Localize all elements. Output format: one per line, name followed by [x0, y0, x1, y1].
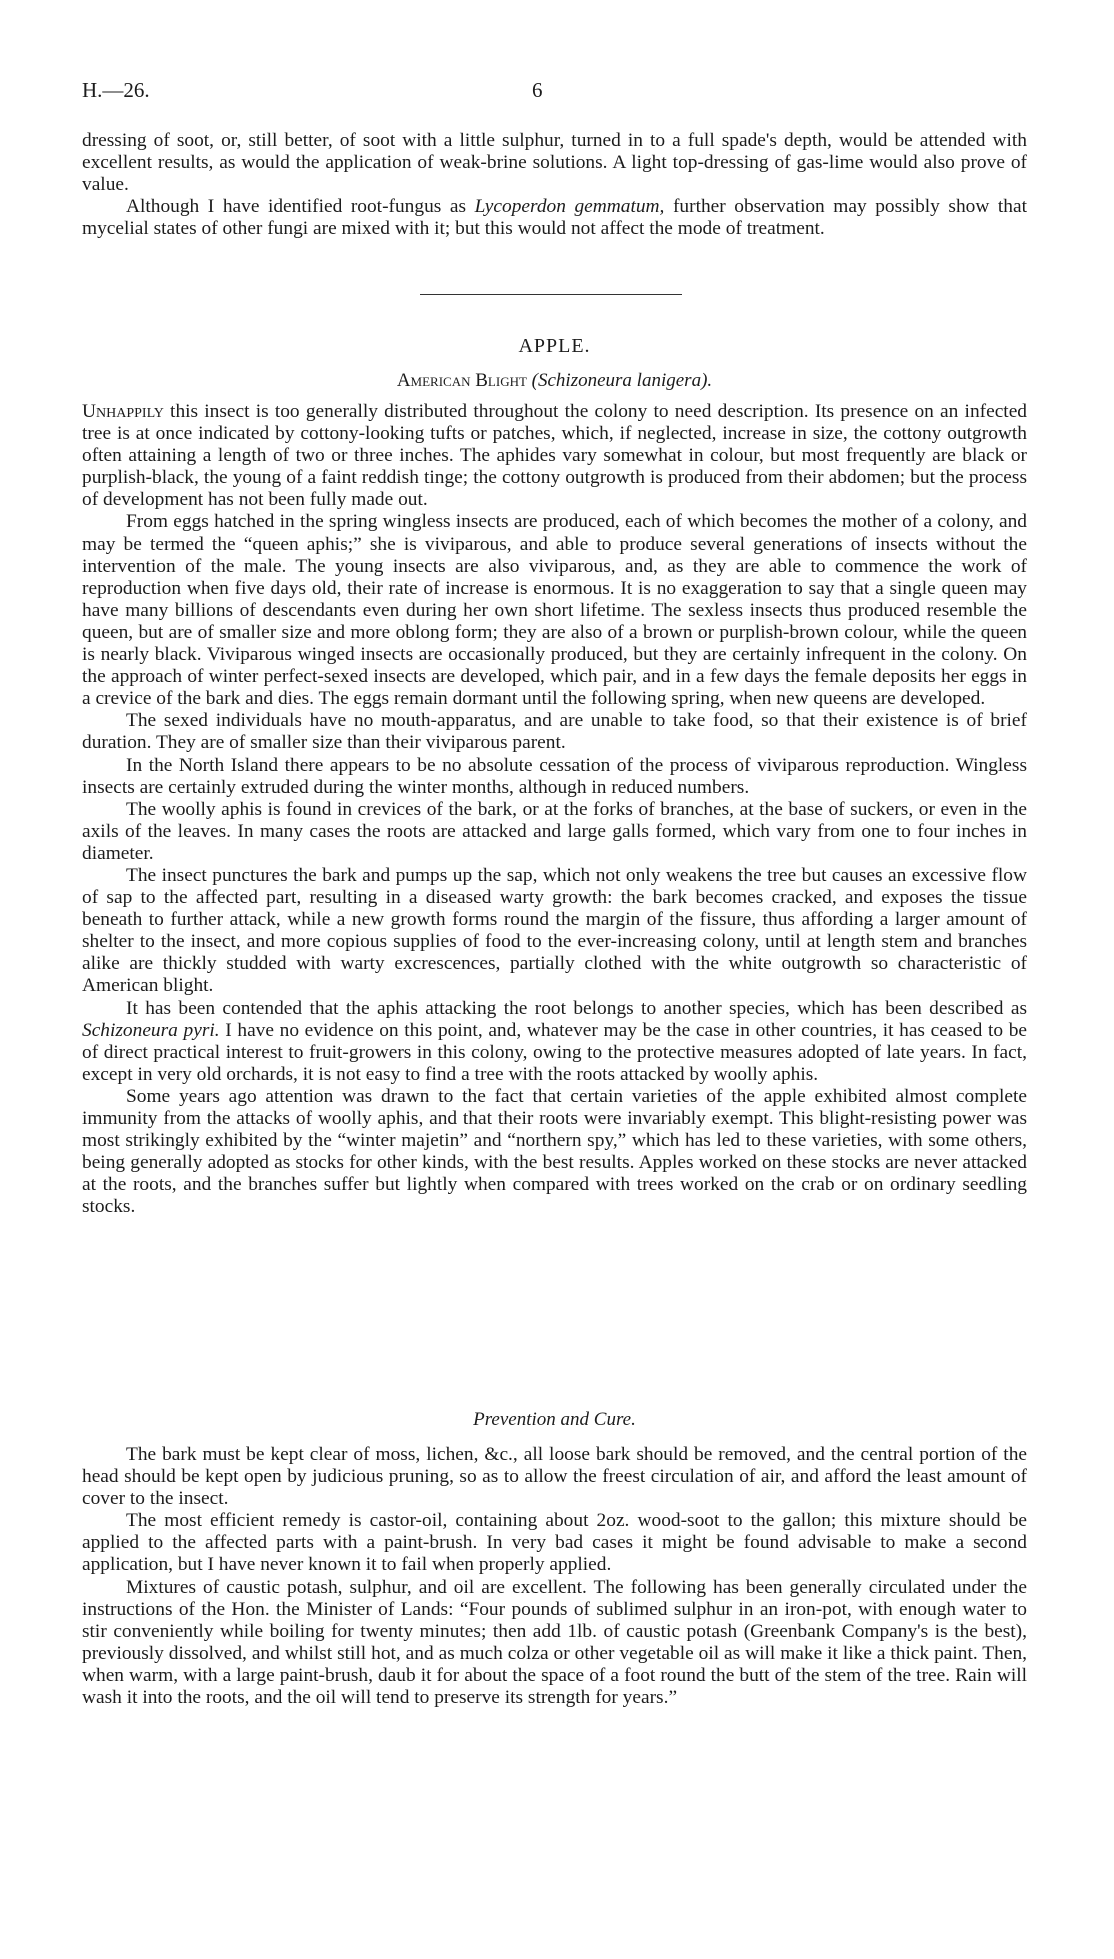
apple-paragraph-4: In the North Island there appears to be no absolute cessation of the process of viviparous reproduction. Wingless insects are certainly extruded during the winter months, although in reduced numbers. — [82, 754, 1027, 798]
prevention-heading: Prevention and Cure. — [473, 1409, 636, 1430]
apple-paragraph-7 — [82, 998, 1027, 1086]
apple-paragraph-3: The sexed individuals have no mouth-apparatus, and are unable to take food, so that their existence is of brief duration. They are of smaller size than their viviparous parent. — [82, 710, 1027, 754]
species-name-schizoneura-pyri: Schizoneura pyri. — [82, 1019, 220, 1041]
apple-paragraph-1 — [82, 401, 1027, 511]
section-divider — [420, 294, 682, 295]
species-name-lycoperdon: Lycoperdon gemmatum, — [474, 196, 665, 218]
intro-paragraph-2 — [82, 196, 1027, 240]
apple-article — [82, 401, 1027, 1218]
apple-paragraph-7-text-a: It has been contended that the aphis attacking the root belongs to another species, which has been described as — [126, 997, 1027, 1019]
prevention-paragraph-3: Mixtures of caustic potash, sulphur, and oil are excellent. The following has been generally circulated under the instructions of the Hon. the Minister of Lands: “Four pounds of sublimed sulphur in an iron-pot, with enough water to stir conveniently while boiling for twenty minutes; then add 1lb. of caustic potash (Greenbank Company's is the best), previously dissolved, and whilst still hot, and as much colza or other vegetable oil as will make it like a thick paint. Then, when warm, with a large paint-brush, daub it for about the space of a foot round the butt of the stem of the tree. Rain will wash it into the roots, and the oil will tend to preserve its strength for years.” — [82, 1576, 1027, 1709]
prevention-paragraph-1: The bark must be kept clear of moss, lichen, &c., all loose bark should be removed, and the central portion of the head should be kept open by judicious pruning, so as to allow the freest circulation of air, and afford the least amount of cover to the insect. — [82, 1444, 1027, 1510]
subtitle-latin-name: (Schizoneura lanigera). — [531, 370, 713, 391]
report-reference: H.—26. — [82, 78, 150, 102]
section-subtitle — [82, 370, 1027, 392]
page-header — [82, 78, 1027, 108]
prevention-block — [82, 1444, 1027, 1709]
subtitle-common-name: American Blight — [396, 370, 527, 391]
intro-paragraph-1: dressing of soot, or, still better, of soot with a little sulphur, turned in to a full spade's depth, would be attended with excellent results, as would the application of weak-brine solutions. A light top-dressing of gas-lime would also prove of value. — [82, 130, 1027, 196]
apple-paragraph-7-text-b: I have no evidence on this point, and, whatever may be the case in other countries, it has ceased to be of direct practical interest to fruit-growers in this colony, owing to the protective measures adopted of late years. In fact, except in very old orchards, it is not easy to find a tree with the roots attacked by woolly aphis. — [82, 1019, 1028, 1085]
apple-paragraph-1-text: this insect is too generally distributed throughout the colony to need description. Its presence on an infected tree is at once indicated by cottony-looking tufts or patches, which, if neglected, increase in size, the cottony outgrowth often attaining a length of two or three inches. The aphides vary somewhat in colour, but most frequently are black or purplish-black, the young of a faint reddish tinge; the cottony outgrowth is produced from their abdomen; but the process of development has not been fully made out. — [82, 401, 1027, 511]
intro-block — [82, 130, 1027, 240]
prevention-paragraph-2: The most efficient remedy is castor-oil, containing about 2oz. wood-soot to the gallon; this mixture should be applied to the affected parts with a paint-brush. In very bad cases it might be found advisable to make a second application, but I have never known it to fail when properly applied. — [82, 1510, 1027, 1576]
page-number: 6 — [532, 78, 543, 102]
apple-paragraph-2: From eggs hatched in the spring wingless insects are produced, each of which becomes the mother of a colony, and may be termed the “queen aphis;” she is viviparous, and able to produce several generations of insects without the intervention of the male. The young insects are also viviparous, and, as they are able to commence the work of reproduction when five days old, their rate of increase is enormous. It is no exaggeration to say that a single queen may have many billions of descendants even during her own short lifetime. The sexless insects thus produced resemble the queen, but are of smaller size and more oblong form; they are also of a brown or purplish-brown colour, while the queen is nearly black. Viviparous winged insects are occasionally produced, but they are certainly infrequent in the colony. On the approach of winter perfect-sexed insects are developed, which pair, and in a few days the female deposits her eggs in a crevice of the bark and dies. The eggs remain dormant until the following spring, when new queens are developed. — [82, 511, 1027, 710]
intro-paragraph-2-text-a: Although I have identified root-fungus as — [126, 196, 475, 218]
drop-word: Unhappily — [82, 401, 164, 422]
apple-paragraph-6: The insect punctures the bark and pumps up the sap, which not only weakens the tree but causes an excessive flow of sap to the affected part, resulting in a diseased warty growth: the bark becomes cracked, and exposes the tissue beneath to further attack, while a new growth forms round the margin of the fissure, thus affording a larger amount of shelter to the insect, and more copious supplies of food to the ever-increasing colony, until at length stem and branches alike are thickly studded with warty excrescences, partially clothed with the white outgrowth so characteristic of American blight. — [82, 864, 1027, 997]
apple-paragraph-8: Some years ago attention was drawn to the fact that certain varieties of the apple exhibited almost complete immunity from the attacks of woolly aphis, and that their roots were invariably exempt. This blight-resisting power was most strikingly exhibited by the “winter majetin” and “northern spy,” which has led to these varieties, with some others, being generally adopted as stocks for other kinds, with the best results. Apples worked on these stocks are never attacked at the roots, and the branches suffer but lightly when compared with trees worked on the crab or on ordinary seedling stocks. — [82, 1085, 1027, 1218]
intro-paragraph-2-text-b: further observation may possibly show that mycelial states of other fungi are mixed with it; but this would not affect the mode of treatment. — [82, 196, 1027, 240]
apple-paragraph-5: The woolly aphis is found in crevices of the bark, or at the forks of branches, at the base of suckers, or even in the axils of the leaves. In many cases the roots are attacked and large galls formed, which vary from one to four inches in diameter. — [82, 798, 1027, 864]
section-title: APPLE. — [518, 335, 591, 357]
